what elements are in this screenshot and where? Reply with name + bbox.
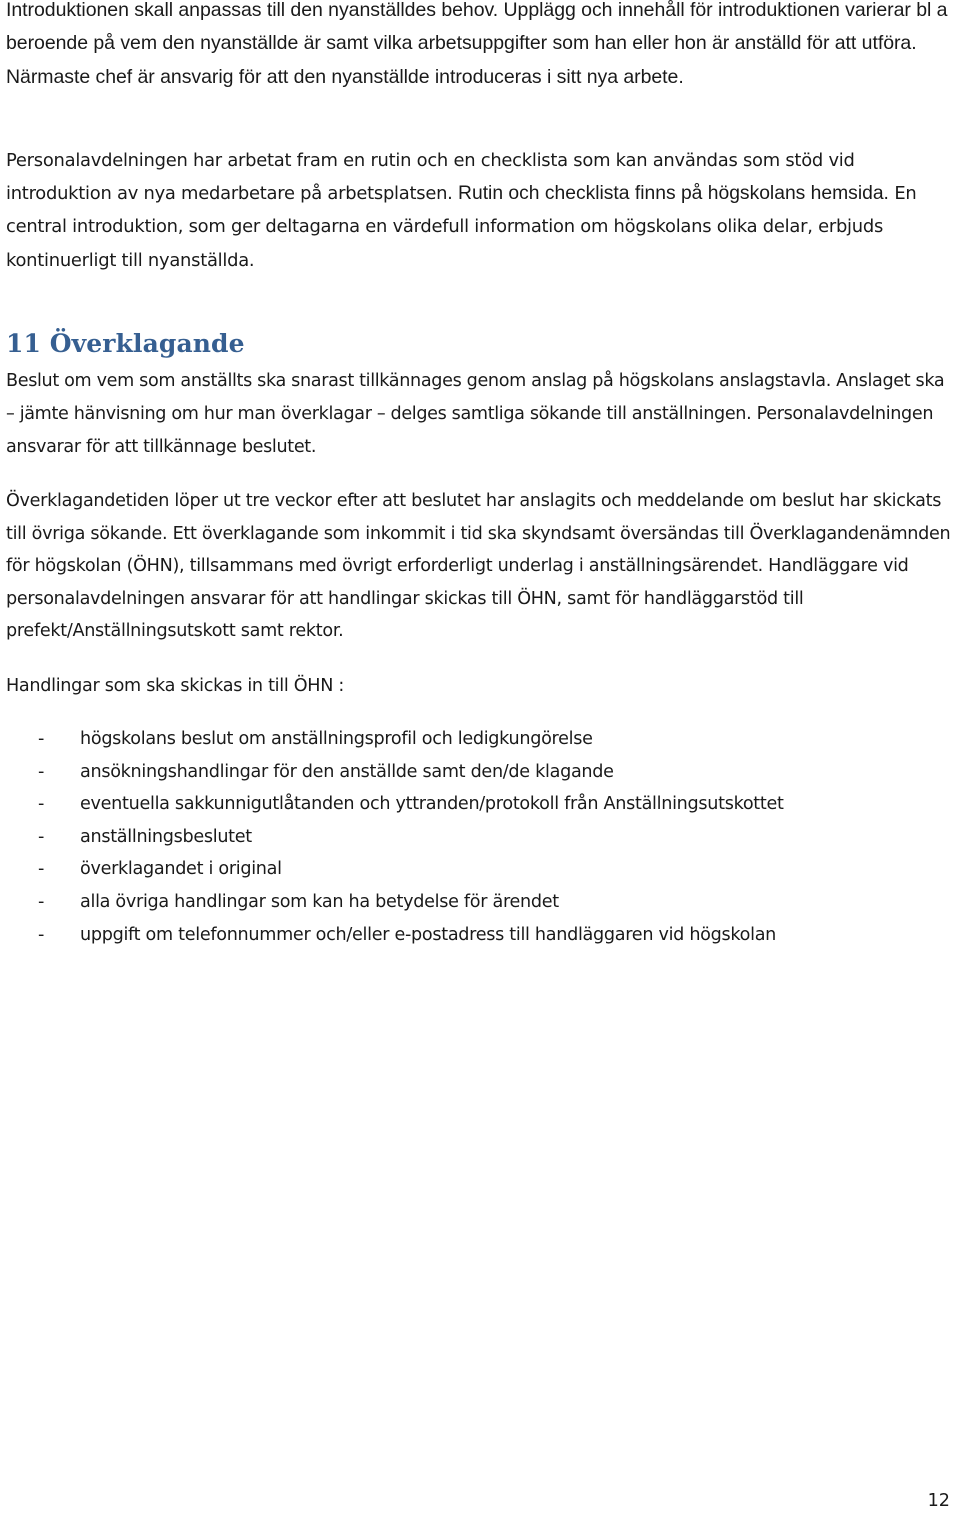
- page-number: 12: [927, 1491, 950, 1511]
- personnel-routine-paragraph: [6, 144, 954, 277]
- list-item-text: högskolans beslut om anställningsprofil och ledigkungörelse: [80, 729, 593, 749]
- list-item: [0, 919, 960, 952]
- appeal-period-paragraph: Överklagandetiden löper ut tre veckor efter att beslutet har anslagits och meddelande om beslut har skickats till övriga sökande. Ett överklagande som inkommit i tid ska skyndsamt översändas till Överklagandenämnden för högskolan (ÖHN), tillsammans med övrigt erforderligt underlag i anställningsärendet. Handläggare vid personalavdelningen ansvarar för att handlingar skickas till ÖHN, samt för handläggarstöd till prefekt/Anställningsutskott samt rektor.: [6, 491, 951, 642]
- checklist-location-text: Rutin och checklista finns på högskolans hemsida.: [458, 183, 889, 205]
- list-dash: -: [38, 761, 45, 782]
- documents-list: [0, 723, 960, 951]
- list-item-text: alla övriga handlingar som kan ha betydelse för ärendet: [80, 891, 559, 912]
- list-item: [0, 853, 960, 886]
- personnel-routine-text: Personalavdelningen har arbetat fram en rutin och en checklista som kan användas som stöd vid introduktion av nya medarbetare på arbetsplatsen.: [6, 150, 855, 205]
- list-dash: -: [38, 859, 45, 880]
- list-item: [0, 788, 960, 821]
- list-dash: -: [38, 729, 45, 749]
- list-item-text: anställningsbeslutet: [80, 826, 252, 847]
- list-item: [0, 723, 960, 756]
- intro-paragraph: Introduktionen skall anpassas till den nyanställdes behov. Upplägg och innehåll för introduktionen varierar bl a beroende på vem den nyanställde är samt vilka arbetsuppgifter som han eller hon är anställd för att utföra. Närmaste chef är ansvarig för att den nyanställde introduceras i sitt nya arbete.: [6, 0, 948, 88]
- list-item-text: eventuella sakkunnigutlåtanden och yttranden/protokoll från Anställningsutskottet: [80, 794, 784, 815]
- list-item: [0, 886, 960, 919]
- list-item: [0, 821, 960, 854]
- decision-announcement-paragraph: Beslut om vem som anställts ska snarast tillkännages genom anslag på högskolans anslagstavla. Anslaget ska – jämte hänvisning om hur man överklagar – delges samtliga sökande till anställningen. Personalavdelningen ansvarar för att tillkännage beslutet.: [6, 371, 945, 457]
- list-item-text: överklagandet i original: [80, 859, 282, 880]
- list-dash: -: [38, 924, 45, 945]
- list-dash: -: [38, 826, 45, 847]
- list-dash: -: [38, 794, 45, 815]
- list-dash: -: [38, 891, 45, 912]
- list-item-text: uppgift om telefonnummer och/eller e-postadress till handläggaren vid högskolan: [80, 924, 777, 945]
- list-item: [0, 756, 960, 789]
- central-introduction-text: En central introduktion, som ger deltagarna en värdefull information om högskolans olika delar, erbjuds kontinuerligt till nyanställda.: [6, 183, 917, 271]
- list-item-text: ansökningshandlingar för den anställde samt den/de klagande: [80, 761, 614, 782]
- documents-intro-paragraph: Handlingar som ska skickas in till ÖHN :: [6, 676, 344, 696]
- section-heading: 11 Överklagande: [6, 329, 245, 358]
